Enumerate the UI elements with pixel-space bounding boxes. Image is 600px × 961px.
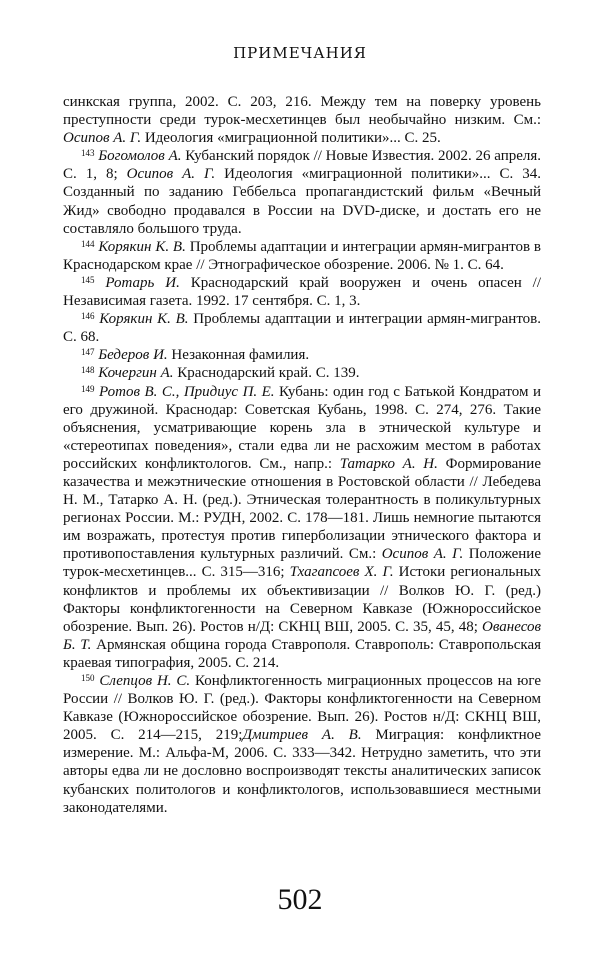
author-name: Татарко А. Н. <box>339 455 438 472</box>
author-name: Богомолов А. <box>98 148 182 165</box>
note-text: Краснодарский край. С. 139. <box>173 365 360 382</box>
author-name: Осипов А. Г. <box>63 130 142 147</box>
notes-body <box>63 93 541 817</box>
note-text: Проблемы адаптации и интеграции армян-мигрантов. С. 68. <box>63 311 542 346</box>
footnote-143 <box>63 147 541 237</box>
running-header: ПРИМЕЧАНИЯ <box>233 44 367 62</box>
note-text: Конфликтогенность миграционных процессов на юге России // Волков Ю. Г. (ред.). Факторы конфликтогенности на Северном Кавказе (Южнороссийское обозрение. Вып. 26). Ростов н/Д: СКНЦ ВШ, 2005. С. 214—215, 219; <box>63 673 541 744</box>
author-name: Ротов В. С., Придиус П. Е. <box>99 383 275 400</box>
footnote-150 <box>63 672 541 817</box>
note-text: Краснодарский край вооружен и очень опасен // Независимая газета. 1992. 17 сентября. С. 1, 3. <box>63 274 542 310</box>
footnote-149 <box>63 383 541 673</box>
footnote-number: 143 <box>81 148 95 159</box>
footnote-number: 146 <box>81 311 95 322</box>
page-number: 502 <box>277 883 323 916</box>
footnote-number: 150 <box>81 673 95 683</box>
note-text: Положение турок-месхетинцев... С. 315—316; <box>63 546 541 581</box>
note-text: Формирование казачества и межэтнические отношения в Ростовской области // Лебедева Н. М., Татарко А. Н. (ред.). Этническая толерантность в поликультурных регионах России. М.: РУДН, 2002. С. 178—181. Лишь немногие пытаются им возражать, протестуя против гиперболизации этнического фактора и противопоставления культурных различий. См.: <box>63 455 541 563</box>
author-name: Осипов А. Г. <box>126 166 216 183</box>
author-name: Слепцов Н. С. <box>99 673 191 689</box>
footnote-number: 148 <box>81 365 95 376</box>
note-text: Идеология «миграционной политики»... С. 34. Созданный по заданию Геббельса пропагандистский фильм «Вечный Жид» свободно продавался в России на DVD-диске, и достать его не составляло большого труда. <box>63 166 541 237</box>
footnote-147 <box>63 346 541 364</box>
note-text: Идеология «миграционной политики»... С. 25. <box>141 130 441 147</box>
note-text: Армянская община города Ставрополя. Ставрополь: Ставропольская краевая типография, 2005. С. 214. <box>63 636 541 671</box>
author-name: Корякин К. В. <box>98 238 186 255</box>
footnote-144 <box>63 238 541 274</box>
author-name: Кочергин А. <box>98 365 174 382</box>
author-name: Дмитриев А. В. <box>242 727 362 744</box>
footnote-145 <box>63 274 541 310</box>
footnote-148 <box>63 364 541 382</box>
note-text: Истоки региональных конфликтов и проблемы их объективизации // Волков Ю. Г. (ред.) Факторы конфликтогенности на Северном Кавказе (Южнороссийское обозрение. Вып. 26). Ростов н/Д: СКНЦ ВШ, 2005. С. 35, 45, 48; <box>63 564 541 635</box>
note-text: Миграция: конфликтное измерение. М.: Альфа-М, 2006. С. 333—342. Нетрудно заметить, что эти авторы едва ли не дословно воспроизводят тексты аналитических записок кубанских политологов и конфликтологов, использовавшиеся местными законодателями. <box>63 727 541 816</box>
note-text: Проблемы адаптации и интеграции армян-мигрантов в Краснодарском крае // Этнографическое обозрение. 2006. № 1. С. 64. <box>63 238 542 273</box>
footnote-number: 145 <box>81 274 95 285</box>
footnote-146 <box>63 310 541 346</box>
author-name: Ованесов Б. Т. <box>63 618 541 653</box>
footnote-number: 147 <box>81 347 95 358</box>
note-text: Незаконная фамилия. <box>167 347 310 364</box>
author-name: Ротарь И. <box>105 274 180 291</box>
note-text: Кубанский порядок // Новые Известия. 2002. 26 апреля. С. 1, 8; <box>63 148 542 183</box>
author-name: Бедеров И. <box>98 347 168 364</box>
footnote-number: 149 <box>81 383 95 394</box>
author-name: Тхагапсоев Х. Г. <box>289 564 394 581</box>
note-text: синкская группа, 2002. С. 203, 216. Между тем на поверку уровень преступности среди турок-месхетинцев был необычайно низким. См.: <box>63 94 541 129</box>
footnote-number: 144 <box>81 238 95 249</box>
note-text: Кубань: один год с Батькой Кондратом и его дружиной. Краснодар: Советская Кубань, 1998. С. 274, 276. Такие объяснения, усматривающие корень зла в этнической культуре и «стереотипах поведения», стали едва ли не расхожим местом в работах российских конфликтологов. См., напр.: <box>63 383 541 472</box>
author-name: Корякин К. В. <box>99 311 189 328</box>
continuation-paragraph <box>63 93 541 147</box>
author-name: Осипов А. Г. <box>381 546 464 563</box>
